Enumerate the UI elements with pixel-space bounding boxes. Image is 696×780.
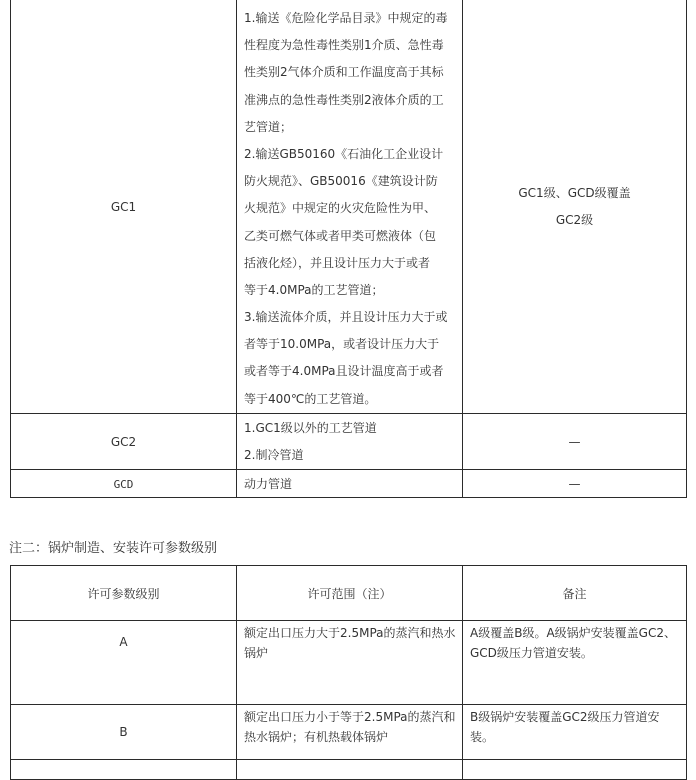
note-text: — (568, 476, 581, 491)
scope-line: 3.输送流体介质，并且设计压力大于或 (244, 310, 448, 325)
column-header: 备注 (463, 566, 687, 621)
grade-cell (11, 470, 237, 498)
table-row (11, 760, 687, 780)
grade-cell (11, 414, 237, 470)
note-cell (463, 470, 687, 498)
note-cell: A级覆盖B级。A级锅炉安装覆盖GC2、GCD级压力管道安装。 (463, 621, 687, 705)
scope-text (244, 0, 462, 413)
level-cell: A (11, 621, 237, 705)
scope-line: 或者等于4.0MPa且设计温度高于或者 (244, 364, 444, 379)
scope-line: 2.输送GB50160《石油化工企业设计 (244, 146, 444, 161)
scope-line: 等于400℃的工艺管道。 (244, 391, 377, 406)
pipeline-grade-table (10, 0, 687, 498)
scope-line: 艺管道； (244, 119, 293, 134)
table-row (11, 621, 687, 705)
column-header: 许可参数级别 (11, 566, 237, 621)
scope-line: 1.GC1级以外的工艺管道 (244, 420, 377, 435)
scope-line: 准沸点的急性毒性类别2液体介质的工 (244, 92, 444, 107)
table-row (11, 0, 687, 414)
scope-text: 动力管道 (244, 477, 293, 491)
note-text: — (568, 434, 581, 449)
scope-line: 等于4.0MPa的工艺管道； (244, 282, 384, 297)
scope-cell (237, 470, 463, 498)
column-header: 许可范围（注） (237, 566, 463, 621)
grade-cell (11, 0, 237, 414)
section-heading: 注二：锅炉制造、安装许可参数级别 (9, 541, 218, 556)
table-row (11, 470, 687, 498)
scope-line: 括液化烃），并且设计压力大于或者 (244, 255, 431, 270)
note-line: GC2级 (555, 212, 594, 227)
scope-line: 火规范》中规定的火灾危险性为甲、 (244, 201, 437, 216)
note-cell: B级锅炉安装覆盖GC2级压力管道安装。 (463, 705, 687, 760)
scope-cell: 额定出口压力小于等于2.5MPa的蒸汽和热水锅炉；有机热载体锅炉 (237, 705, 463, 760)
note-line: GC1级、GCD级覆盖 (518, 185, 631, 200)
scope-line: 性类别2气体介质和工作温度高于其标 (244, 65, 444, 80)
scope-line: 1.输送《危险化学品目录》中规定的毒 (244, 11, 448, 25)
scope-line: 乙类可燃气体或者甲类可燃液体（包 (244, 228, 437, 243)
scope-line: 性程度为急性毒性类别1介质、急性毒 (244, 38, 444, 53)
level-cell: B (11, 705, 237, 760)
grade-label: GC2 (110, 434, 137, 449)
header-row (11, 566, 687, 621)
note-cell (463, 414, 687, 470)
boiler-license-table (10, 565, 687, 780)
scope-cell (237, 0, 463, 414)
scope-line: 2.制冷管道 (244, 447, 304, 462)
scope-cell: 额定出口压力大于2.5MPa的蒸汽和热水锅炉 (237, 621, 463, 705)
scope-cell (237, 414, 463, 470)
table-row (11, 705, 687, 760)
grade-label: GCD (113, 477, 134, 491)
note-cell (463, 0, 687, 414)
table-row (11, 414, 687, 470)
grade-label: GC1 (110, 199, 137, 214)
scope-line: 者等于10.0MPa，或者设计压力大于 (244, 337, 440, 352)
scope-line: 防火规范》、GB50016《建筑设计防 (244, 174, 438, 189)
